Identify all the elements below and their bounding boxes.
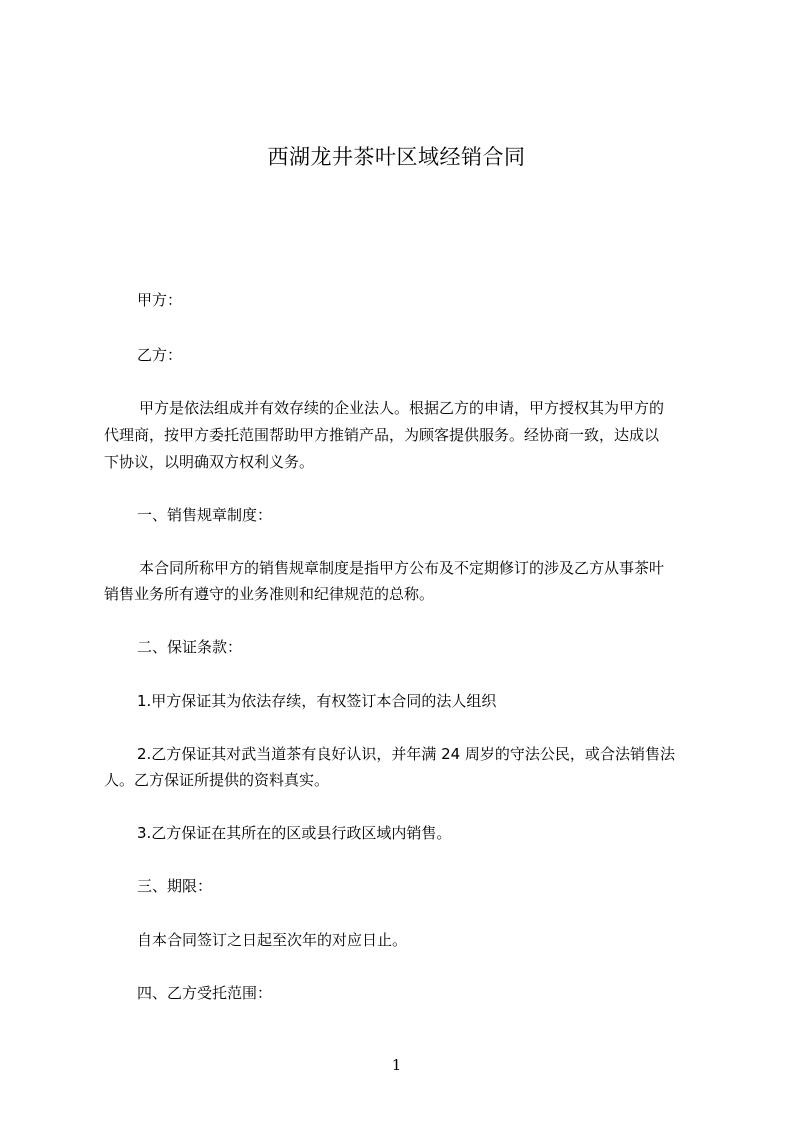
clause-1: 1.甲方保证其为依法存续，有权签订本合同的法人组织 bbox=[137, 692, 497, 710]
section1-heading: 一、销售规章制度： bbox=[137, 506, 273, 524]
section2-heading: 二、保证条款： bbox=[137, 638, 243, 656]
page-number: 1 bbox=[391, 1056, 402, 1074]
party-a-label: 甲方： bbox=[137, 291, 183, 309]
clause-3: 3.乙方保证在其所在的区或县行政区域内销售。 bbox=[137, 824, 452, 842]
intro-line-3: 下协议，以明确双方权利义务。 bbox=[104, 453, 315, 471]
section4-heading: 四、乙方受托范围： bbox=[137, 984, 273, 1002]
section3-heading: 三、期限： bbox=[137, 877, 213, 895]
section3-body: 自本合同签订之日起至次年的对应日止。 bbox=[137, 931, 408, 949]
clause-2-line-1: 2.乙方保证其对武当道茶有良好认识，并年满 24 周岁的守法公民，或合法销售法 bbox=[137, 745, 675, 763]
intro-line-2: 代理商，按甲方委托范围帮助甲方推销产品，为顾客提供服务。经协商一致，达成以 bbox=[104, 426, 660, 444]
party-b-label: 乙方： bbox=[137, 346, 183, 364]
section1-body-line-2: 销售业务所有遵守的业务准则和纪律规范的总称。 bbox=[104, 585, 435, 603]
intro-line-1: 甲方是依法组成并有效存续的企业法人。根据乙方的申请，甲方授权其为甲方的 bbox=[139, 399, 665, 417]
document-title: 西湖龙井茶叶区域经销合同 bbox=[267, 145, 526, 169]
clause-2-line-2: 人。乙方保证所提供的资料真实。 bbox=[104, 771, 330, 789]
section1-body-line-1: 本合同所称甲方的销售规章制度是指甲方公布及不定期修订的涉及乙方从事茶叶 bbox=[139, 559, 665, 577]
